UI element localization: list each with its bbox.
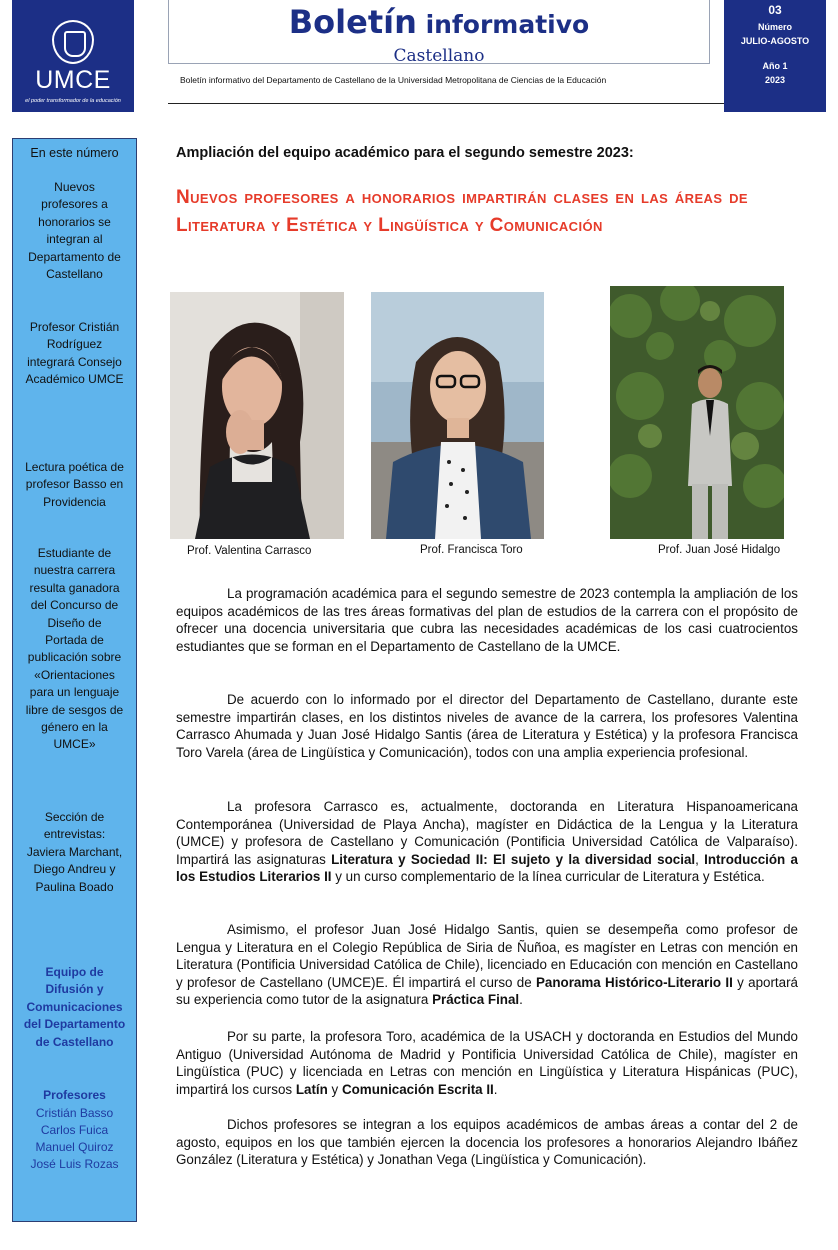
sidebar-professor: Carlos Fuica bbox=[40, 1123, 109, 1137]
issue-year: 2023 bbox=[764, 75, 786, 85]
article-paragraph-6 bbox=[176, 1116, 798, 1169]
title-word-2: informativo bbox=[416, 10, 590, 39]
header-divider bbox=[168, 103, 724, 104]
sidebar-professor: Cristián Basso bbox=[35, 1106, 114, 1120]
sidebar-item-consejo: Profesor Cristián Rodríguez integrará Consejo Académico UMCE bbox=[25, 320, 124, 387]
paragraph-run: y un curso complementario de la línea curricular de Literatura y Estética. bbox=[331, 869, 765, 885]
sidebar-contents bbox=[12, 138, 137, 1222]
course-title: Introducción a los Estudios Literarios II bbox=[176, 851, 798, 885]
paragraph-run: . bbox=[519, 992, 523, 1008]
course-title: Literatura y Sociedad II: El sujeto y la diversidad social bbox=[331, 851, 696, 867]
caption-valentina-carrasco: Prof. Valentina Carrasco bbox=[187, 545, 312, 557]
newsletter-title bbox=[169, 3, 709, 41]
sidebar-item-concurso: Estudiante de nuestra carrera resulta ganadora del Concurso de Diseño de Portada de publicación sobre «Orientaciones para un lenguaje libre de sesgos de género en la UMCE» bbox=[25, 546, 124, 752]
sidebar-heading: En este número bbox=[30, 146, 119, 160]
photo-valentina-carrasco bbox=[170, 292, 344, 539]
paragraph-run: y aportará su experiencia como tutor de la asignatura bbox=[176, 974, 799, 1008]
issue-info bbox=[724, 0, 826, 112]
title-word-1: Bolet bbox=[288, 3, 384, 41]
caption-juan-jose-hidalgo: Prof. Juan José Hidalgo bbox=[658, 544, 781, 556]
logo-tagline: el poder transformador de la educación bbox=[25, 98, 121, 104]
article-paragraph-3 bbox=[176, 798, 798, 886]
article-paragraph-1 bbox=[176, 585, 798, 655]
paragraph-run: , bbox=[695, 851, 705, 867]
issue-label: Número bbox=[757, 22, 792, 32]
newsletter-subtitle: Castellano bbox=[393, 46, 485, 66]
masthead bbox=[168, 0, 710, 64]
paragraph-run: La profesora Carrasco es, actualmente, doctoranda en Literatura Hispanoamericana Contemporánea (Universidad de Playa Ancha), magíster en Didáctica de la Lengua y la Literatura (UMCE) y profesora de Castellano y Comunicación (Pontificia Universidad Católica de Valparaíso). Impartirá las asignaturas bbox=[176, 799, 798, 867]
paragraph-run: . bbox=[493, 1081, 498, 1097]
sidebar-team-heading: Equipo de Difusión y Comunicaciones del Departamento de Castellano bbox=[23, 965, 126, 1049]
paragraph-run: y bbox=[327, 1081, 342, 1097]
course-title: Panorama Histórico-Literario II bbox=[535, 974, 733, 990]
issue-year-label: Año 1 bbox=[762, 61, 788, 71]
course-title: Práctica Final bbox=[432, 992, 520, 1008]
paragraph-run: Por su parte, la profesora Toro, académica de la USACH y doctoranda en Estudios del Mundo Antiguo (Universidad Autónoma de Madrid y Pontificia Universidad Católica de Chile), magíster en Lingüística (PUC) y licenciada en Letras con mención en Lingüística y Literatura Hispánicas (PUC), impartirá los cursos bbox=[176, 1029, 798, 1097]
sidebar-item-new-professors: Nuevos profesores a honorarios se integran al Departamento de Castellano bbox=[28, 180, 121, 282]
sidebar-professor: José Luis Rozas bbox=[30, 1157, 119, 1171]
article-headline: Nuevos profesores a honorarios impartirán clases en las áreas de Literatura y Estética y Lingüística y Comunicación bbox=[176, 187, 748, 236]
article-kicker: Ampliación del equipo académico para el segundo semestre 2023: bbox=[176, 145, 634, 161]
course-title: Comunicación Escrita II bbox=[341, 1081, 494, 1097]
logo-text: UMCE bbox=[35, 66, 111, 94]
sidebar-item-entrevistas: Sección de entrevistas: Javiera Marchant, Diego Andreu y Paulina Boado bbox=[26, 810, 123, 894]
title-word-1b: ín bbox=[383, 3, 417, 41]
article-paragraph-5 bbox=[176, 1028, 798, 1098]
photo-francisca-toro bbox=[371, 292, 544, 539]
photo-juan-jose-hidalgo bbox=[610, 286, 784, 539]
umce-logo bbox=[12, 0, 134, 112]
paragraph-text: La programación académica para el segundo semestre de 2023 contempla la ampliación de los equipos académicos de las tres áreas formativas del plan de estudios de la carrera con el propósito de ofrecer una docencia universitaria que cubra las necesidades académicas de los casi cuatrocientos estudiantes que se forman en el Departamento de Castellano de la UMCE. bbox=[176, 586, 798, 654]
issue-number: 03 bbox=[768, 3, 782, 17]
umce-shield-icon bbox=[52, 20, 94, 64]
paragraph-text bbox=[176, 798, 798, 886]
paragraph-text: Dichos profesores se integran a los equipos académicos de ambas áreas a contar del 2 de agosto, equipos en los que también ejercen la docencia los profesores a honorarios Alejandro Ibáñez González (Literatura y Estética) y Jonathan Vega (Lingüística y Comunicación). bbox=[176, 1117, 798, 1168]
paragraph-text: De acuerdo con lo informado por el director del Departamento de Castellano, durante este semestre impartirán clases, en los distintos niveles de avance de la carrera, los profesores Valentina Carrasco Ahumada y Juan José Hidalgo Santis (área de Literatura y Estética) y la profesora Francisca Toro Varela (área de Lingüística y Comunicación), todos con una amplia experiencia profesional. bbox=[176, 692, 798, 760]
article-paragraph-2 bbox=[176, 691, 798, 761]
sidebar-professor: Manuel Quiroz bbox=[35, 1140, 114, 1154]
paragraph-run: Asimismo, el profesor Juan José Hidalgo Santis, quien se desempeña como profesor de Lengua y Literatura en el Colegio República de Siria de Ñuñoa, es magíster en Letras con mención en Literatura (Pontificia Universidad Católica de Chile), licenciado en Educación con mención en Castellano y profesor de Castellano (UMCE)E. Él impartirá el curso de bbox=[176, 922, 798, 990]
paragraph-text bbox=[176, 1028, 798, 1098]
sidebar-item-lectura: Lectura poética de profesor Basso en Providencia bbox=[25, 460, 124, 509]
paragraph-text bbox=[176, 921, 798, 1009]
issue-period: JULIO-AGOSTO bbox=[740, 36, 810, 46]
newsletter-description: Boletín informativo del Departamento de Castellano de la Universidad Metropolitana de Ciencias de la Educación bbox=[180, 75, 607, 85]
course-title: Latín bbox=[295, 1081, 328, 1097]
caption-francisca-toro: Prof. Francisca Toro bbox=[420, 544, 523, 556]
sidebar-professors-heading: Profesores bbox=[43, 1088, 106, 1102]
article-paragraph-4 bbox=[176, 921, 798, 1009]
